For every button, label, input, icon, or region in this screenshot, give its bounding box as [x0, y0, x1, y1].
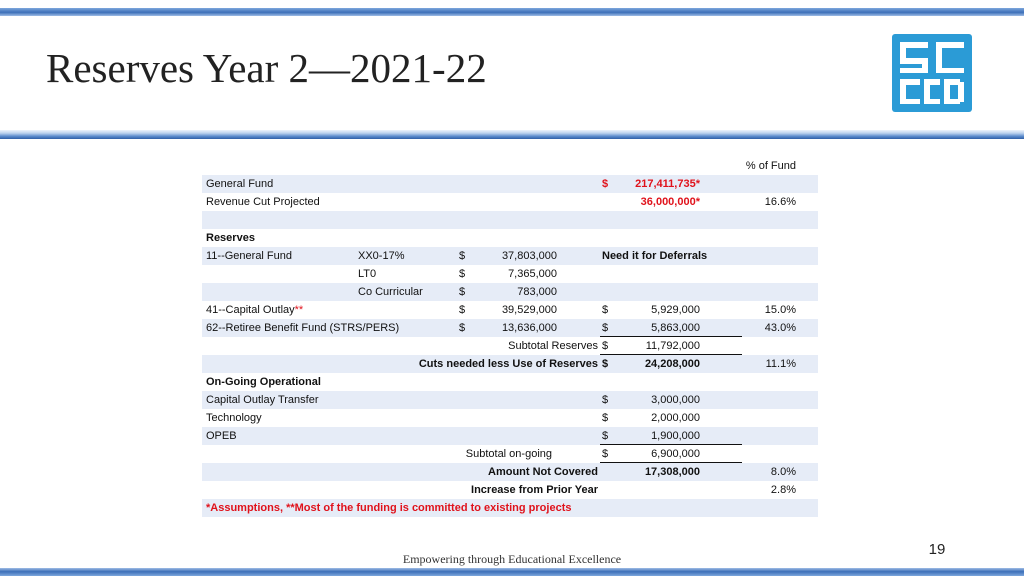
bottom-accent-bar [0, 568, 1024, 576]
table-row: 11--General Fund XX0-17% $ 37,803,000 Need it for Deferrals [202, 247, 818, 265]
table-row [202, 499, 818, 517]
table-row [202, 157, 818, 175]
table-row [202, 373, 818, 391]
table-row: Subtotal on-going $ 6,900,000 [202, 445, 818, 463]
table-row: 62--Retiree Benefit Fund (STRS/PERS) $ 13,636,000 $ 5,863,000 43.0% [202, 319, 818, 337]
table-row: 41--Capital Outlay** $ 39,529,000 $ 5,929,000 15.0% [206, 304, 796, 316]
table-row: Technology $ 2,000,000 [206, 412, 700, 424]
reserves-heading: Reserves [206, 232, 255, 244]
table-row: Capital Outlay Transfer $ 3,000,000 [202, 391, 818, 409]
footer-text: Empowering through Educational Excellence [402, 552, 622, 566]
pct-header: % of Fund [745, 160, 796, 172]
table-row: Revenue Cut Projected 36,000,000* 16.6% [206, 196, 796, 208]
table-row: General Fund $ 217,411,735* [202, 175, 818, 193]
top-accent-bar [0, 8, 1024, 16]
page-number: 19 [928, 541, 946, 558]
table-row: Co Curricular $ 783,000 [202, 283, 818, 301]
header-separator [0, 130, 1024, 139]
table-row [202, 211, 818, 229]
table-row: Subtotal Reserves $ 11,792,000 [202, 337, 818, 355]
table-row: OPEB $ 1,900,000 [202, 427, 818, 445]
table-row: LT0 $ 7,365,000 [358, 268, 557, 280]
table-row: Amount Not Covered 17,308,000 8.0% [202, 463, 818, 481]
table-row: Increase from Prior Year 2.8% [471, 484, 796, 496]
reserves-table [202, 157, 818, 517]
scccd-logo-icon [892, 34, 972, 112]
ongoing-heading: On-Going Operational [206, 376, 321, 388]
slide-title: Reserves Year 2—2021-22 [46, 45, 487, 91]
table-row: Cuts needed less Use of Reserves $ 24,208,000 11.1% [202, 355, 818, 373]
table-row [202, 229, 818, 247]
assumptions-note: *Assumptions, **Most of the funding is committed to existing projects [206, 502, 572, 514]
